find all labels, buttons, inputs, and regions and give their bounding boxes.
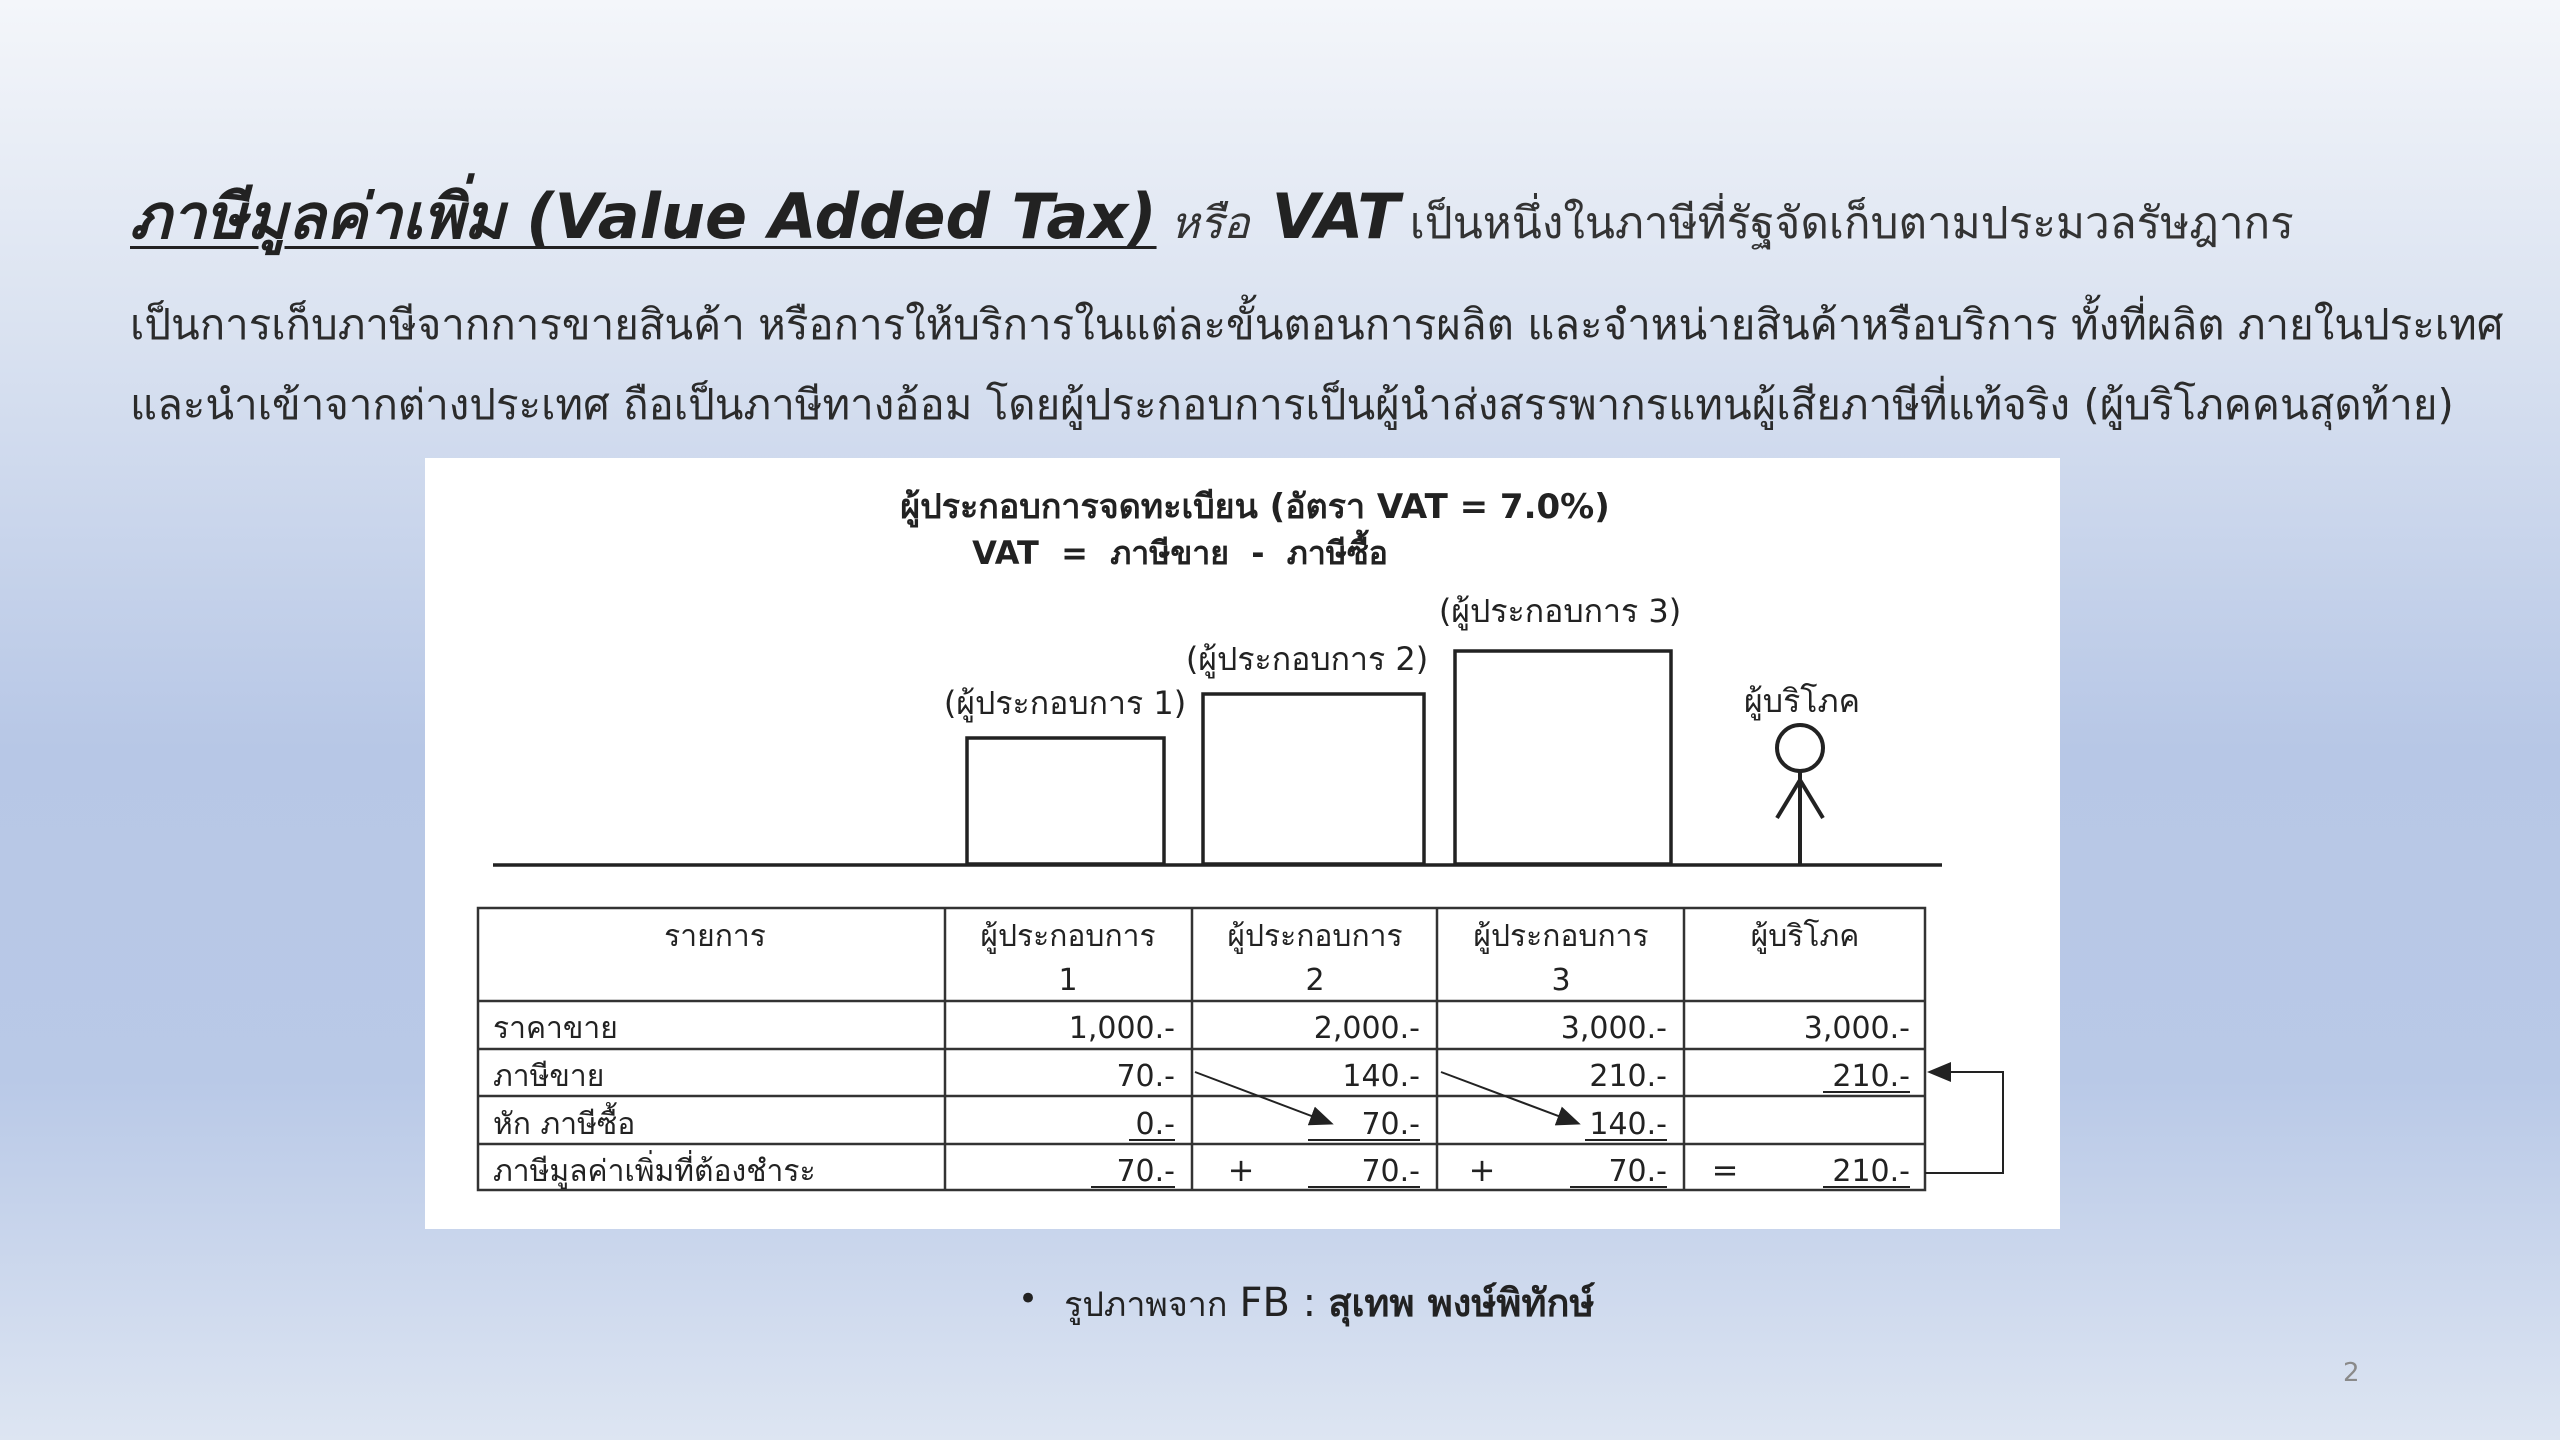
row-price-c1: 1,000.- [1068,1011,1175,1046]
row-output-label: ภาษีขาย [493,1059,605,1094]
equals-sign: = [1711,1151,1739,1189]
slide-title [130,168,2294,266]
header-consumer: ผู้บริโภค [1750,919,1860,954]
consumer-label: ผู้บริโภค [1744,682,1860,720]
value-underlines [1091,1092,1910,1187]
row-output-c2: 140.- [1342,1059,1420,1094]
header-seller1-line1: ผู้ประกอบการ [980,919,1156,954]
row-price-c4: 3,000.- [1803,1011,1910,1046]
figure-title-2: VAT = ภาษีขาย - ภาษีซื้อ [972,534,1388,572]
box1-label: (ผู้ประกอบการ 1) [943,684,1187,722]
paragraph-line-2: และนำเข้าจากต่างประเทศ ถือเป็นภาษีทางอ้อม โดยผู้ประกอบการเป็นผู้นำส่งสรรพากรแทนผู้เสียภาษีที่แท้จริง (ผู้บริโภคคนสุดท้าย) [130,380,2454,429]
row-output-c3: 210.- [1589,1059,1667,1094]
row-price-label: ราคาขาย [493,1011,618,1046]
box3-label: (ผู้ประกอบการ 3) [1438,592,1682,630]
page-number: 2 [2343,1358,2360,1388]
header-item: รายการ [664,919,766,954]
row-price-c2: 2,000.- [1313,1011,1420,1046]
title-vat: VAT [1271,180,1400,253]
credit-fb: FB : [1239,1280,1317,1326]
row-vat-label: ภาษีมูลค่าเพิ่มที่ต้องชำระ [493,1154,816,1189]
arrow-output2-to-input3 [1441,1072,1577,1123]
plus-sign-2: + [1468,1151,1496,1189]
box2-building [1203,694,1424,864]
consumer-stick-figure [1777,725,1823,864]
header-seller3-line1: ผู้ประกอบการ [1473,919,1649,954]
arrow-output1-to-input2 [1195,1072,1330,1123]
title-main: ภาษีมูลค่าเพิ่ม (Value Added Tax) [130,180,1157,253]
row-vat-c3: 70.- [1608,1154,1667,1189]
header-seller1-line2: 1 [1058,963,1078,998]
title-or: หรือ [1170,198,1250,249]
header-seller2-line1: ผู้ประกอบการ [1227,919,1403,954]
box1-building [967,738,1164,864]
bullet: • [1018,1279,1039,1319]
image-credit [1018,1272,1595,1333]
figure-title-1: ผู้ประกอบการจดทะเบียน (อัตรา VAT = 7.0%) [900,487,1610,527]
title-rest: เป็นหนึ่งในภาษีที่รัฐจัดเก็บตามประมวลรัษฎากร [1409,198,2294,249]
paragraph-line-1: เป็นการเก็บภาษีจากการขายสินค้า หรือการให้บริการในแต่ละขั้นตอนการผลิต และจำหน่ายสินค้าหรือบริการ ทั้งที่ผลิต ภายในประเทศ [130,300,2504,349]
header-seller2-line2: 2 [1305,963,1325,998]
vat-diagram-figure [425,458,2060,1229]
plus-sign-1: + [1227,1151,1255,1189]
row-input-c1: 0.- [1135,1107,1175,1142]
box3-building [1455,651,1671,864]
row-vat-c2: 70.- [1361,1154,1420,1189]
row-input-c2: 70.- [1361,1107,1420,1142]
row-output-c1: 70.- [1116,1059,1175,1094]
row-input-c3: 140.- [1589,1107,1667,1142]
bracket-arrow-right [1925,1072,2003,1173]
credit-prefix: รูปภาพจาก [1064,1285,1228,1325]
header-seller3-line2: 3 [1551,963,1571,998]
row-price-c3: 3,000.- [1560,1011,1667,1046]
row-input-label: หัก ภาษีซื้อ [493,1107,636,1142]
credit-name: สุเทพ พงษ์พิทักษ์ [1328,1281,1595,1325]
vat-diagram-svg [425,458,2060,1229]
row-vat-c1: 70.- [1116,1154,1175,1189]
row-vat-c4: 210.- [1832,1154,1910,1189]
box2-label: (ผู้ประกอบการ 2) [1185,640,1429,678]
row-output-c4: 210.- [1832,1059,1910,1094]
